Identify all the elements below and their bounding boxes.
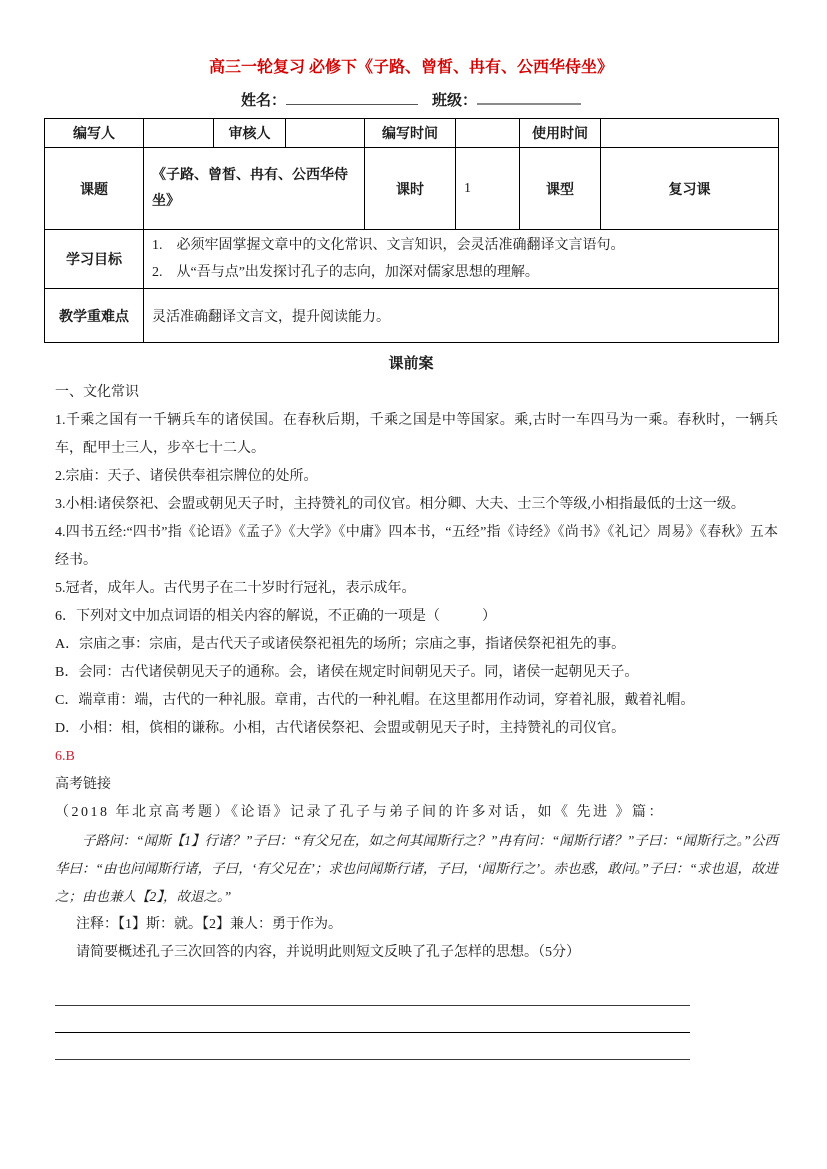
topic-label: 课题	[45, 148, 144, 230]
gaokao-heading: 高考链接	[55, 777, 111, 792]
name-class-line	[44, 88, 778, 114]
section-title-culture: 一、文化常识	[55, 385, 139, 400]
culture-item: 5.冠者，成年人。古代男子在二十岁时行冠礼，表示成年。	[55, 581, 416, 596]
question-6: 6．下列对文中加点词语的相关内容的解说，不正确的一项是（ ）	[55, 609, 496, 624]
option-c: C．端章甫：端，古代的一种礼服。章甫，古代的一种礼帽。在这里都用作动词，穿着礼服，戴着礼帽。	[55, 693, 695, 708]
answer-blank-line	[55, 979, 690, 1006]
table-row-objectives	[45, 230, 779, 289]
class-blank-underline	[477, 89, 581, 105]
culture-item: 1.千乘之国有一千辆兵车的诸侯国。在春秋后期，千乘之国是中等国家。乘,古时一车四马为一乘。春秋时，一辆兵车，配甲士三人，步卒七十二人。	[55, 413, 778, 456]
answer-area	[55, 979, 778, 1060]
objective-item: 1. 必须牢固掌握文章中的文化常识、文言知识，会灵活准确翻译文言语句。	[152, 238, 625, 253]
page-title: 高三一轮复习 必修下《子路、曾皙、冉有、公西华侍坐》	[208, 59, 613, 76]
option-a: A．宗庙之事：宗庙，是古代天子或诸侯祭祀祖先的场所；宗庙之事，指诸侯祭祀祖先的事。	[55, 637, 626, 652]
answer-6b: 6.B	[55, 749, 75, 764]
writer-label: 编写人	[45, 119, 144, 148]
culture-item: 3.小相:诸侯祭祀、会盟或朝见天子时，主持赞礼的司仪官。相分卿、大夫、士三个等级,小相指最低的士这一级。	[55, 497, 745, 512]
option-d: D．小相：相，傧相的谦称。小相，古代诸侯祭祀、会盟或朝见天子时，主持赞礼的司仪官。	[55, 721, 626, 736]
period-label: 课时	[365, 148, 456, 230]
table-row-topic	[45, 148, 779, 230]
culture-item: 4.四书五经:“四书”指《论语》《孟子》《大学》《中庸》四本书，“五经”指《诗经》《尚书》《礼记〉周易》《春秋》五本经书。	[55, 525, 778, 568]
class-label: 班级：	[432, 93, 478, 109]
use-time-value-cell	[601, 119, 779, 148]
name-blank-underline	[286, 89, 418, 105]
type-value: 复习课	[601, 148, 779, 230]
answer-blank-line	[55, 1006, 690, 1033]
objectives-label: 学习目标	[45, 230, 144, 289]
write-time-label: 编写时间	[365, 119, 456, 148]
reviewer-label: 审核人	[214, 119, 286, 148]
topic-value: 《子路、曾皙、冉有、公西华侍坐》	[144, 148, 365, 230]
gaokao-quote: 子路问：“闻斯【1】行诸？”子曰：“有父兄在，如之何其闻斯行之？”冉有问：“闻斯行诸？”子曰：“闻斯行之。”公西华曰：“由也问闻斯行诸，子曰，‘有父兄在’；求也问闻斯行诸，子曰，‘闻斯行之’。赤也惑，敢问。”子曰：“求也退，故进之；由也兼人【2】，故退之。”	[55, 833, 778, 904]
reviewer-value-cell	[286, 119, 365, 148]
write-time-value-cell	[456, 119, 520, 148]
difficulty-label: 教学重难点	[45, 289, 144, 343]
objective-item: 2. 从“吾与点”出发探讨孔子的志向，加深对儒家思想的理解。	[152, 265, 539, 280]
type-label: 课型	[520, 148, 601, 230]
table-row-difficulty	[45, 289, 779, 343]
culture-item: 2.宗庙：天子、诸侯供奉祖宗牌位的处所。	[55, 469, 318, 484]
lesson-info-table	[44, 118, 779, 343]
pre-class-heading: 课前案	[388, 356, 434, 372]
answer-blank-line	[55, 1033, 690, 1060]
writer-value-cell	[144, 119, 214, 148]
gaokao-task: 请简要概述孔子三次回答的内容，并说明此则短文反映了孔子怎样的思想。（5分）	[76, 945, 580, 960]
gaokao-intro: （2018 年北京高考题）《论语》记录了孔子与弟子间的许多对话，如《 先进 》篇：	[55, 805, 665, 820]
use-time-label: 使用时间	[520, 119, 601, 148]
table-row-meta	[45, 119, 779, 148]
period-value: 1	[456, 148, 520, 230]
name-label: 姓名：	[240, 93, 286, 109]
gaokao-note: 注释：【1】斯：就。【2】兼人：勇于作为。	[76, 917, 342, 932]
pre-class-content	[44, 379, 778, 1060]
objectives-cell	[144, 230, 779, 289]
option-b: B．会同：古代诸侯朝见天子的通称。会，诸侯在规定时间朝见天子。同，诸侯一起朝见天子。	[55, 665, 639, 680]
difficulty-value: 灵活准确翻译文言文，提升阅读能力。	[144, 289, 779, 343]
